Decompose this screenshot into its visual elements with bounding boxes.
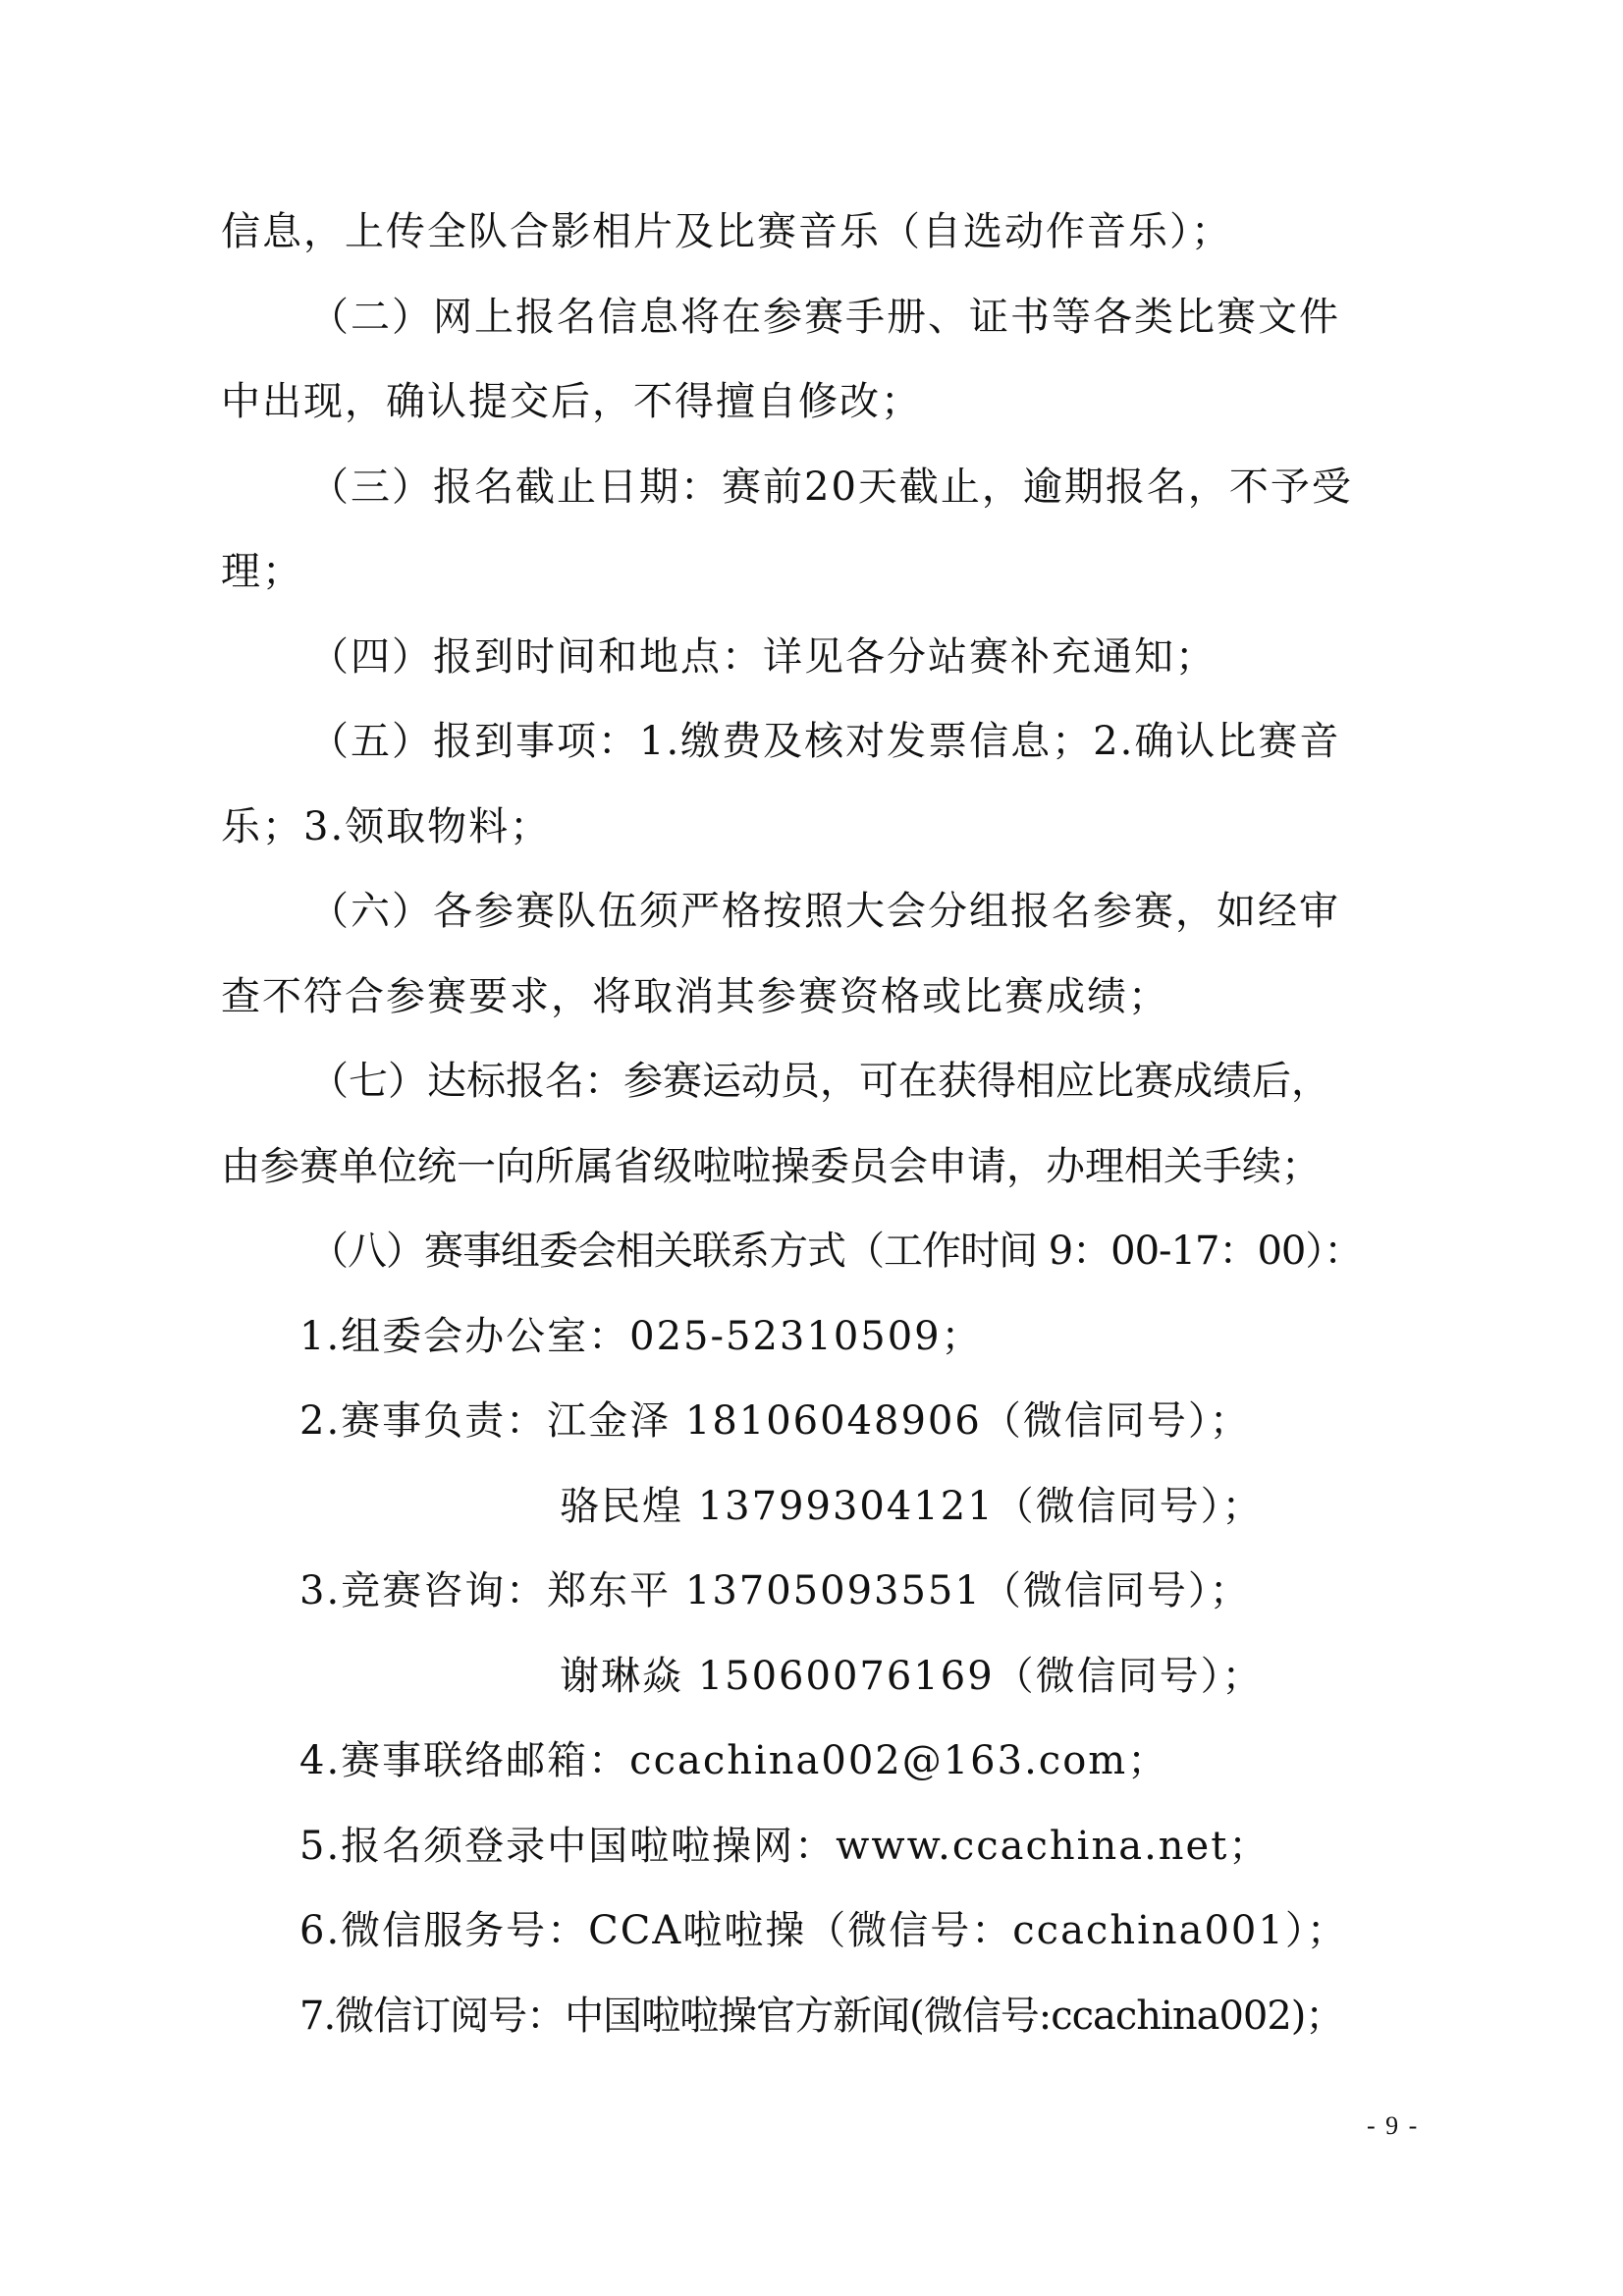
contact-line: 6.微信服务号：CCA啦啦操（微信号：ccachina001）；: [299, 1908, 1348, 1953]
contact-line: 谢琳焱 15060076169（微信同号）；: [560, 1653, 1264, 1699]
paragraph-line: （七）达标报名：参赛运动员，可在获得相应比赛成绩后，: [309, 1059, 1330, 1104]
contact-line: 2.赛事负责：江金泽 18106048906（微信同号）；: [299, 1398, 1251, 1444]
paragraph-line: 中出现，确认提交后，不得擅自修改；: [221, 379, 922, 424]
contact-line: 5.报名须登录中国啦啦操网：www.ccachina.net；: [299, 1823, 1271, 1869]
document-body: [221, 190, 1424, 2058]
contact-line: 7.微信订阅号：中国啦啦操官方新闻(微信号:ccachina002)；: [299, 1993, 1344, 2039]
paragraph-line: 理；: [221, 549, 303, 594]
paragraph-line: （八）赛事组委会相关联系方式（工作时间 9：00-17：00）：: [309, 1229, 1363, 1274]
paragraph-line: （三）报名截止日期：赛前20天截止，逾期报名，不予受: [309, 464, 1353, 510]
paragraph-line: 信息，上传全队合影相片及比赛音乐（自选动作音乐）；: [221, 209, 1232, 254]
paragraph-line: （五）报到事项：1.缴费及核对发票信息；2.确认比赛音: [309, 719, 1341, 764]
paragraph-line: 乐；3.领取物料；: [221, 803, 552, 849]
page-number: - 9 -: [1367, 2111, 1420, 2140]
contact-line: 1.组委会办公室：025-52310509；: [299, 1313, 983, 1359]
contact-line: 3.竞赛咨询：郑东平 13705093551（微信同号）；: [299, 1568, 1251, 1613]
contact-line: 骆民煌 13799304121（微信同号）；: [560, 1483, 1264, 1529]
paragraph-line: 查不符合参赛要求，将取消其参赛资格或比赛成绩；: [221, 973, 1169, 1019]
paragraph-line: （四）报到时间和地点：详见各分站赛补充通知；: [309, 633, 1217, 680]
paragraph-line: （六）各参赛队伍须严格按照大会分组报名参赛，如经审: [309, 889, 1340, 934]
paragraph-line: （二）网上报名信息将在参赛手册、证书等各类比赛文件: [309, 294, 1340, 340]
contact-line: 4.赛事联络邮箱：ccachina002@163.com；: [299, 1738, 1169, 1783]
paragraph-line: 由参赛单位统一向所属省级啦啦操委员会申请，办理相关手续；: [221, 1143, 1321, 1189]
